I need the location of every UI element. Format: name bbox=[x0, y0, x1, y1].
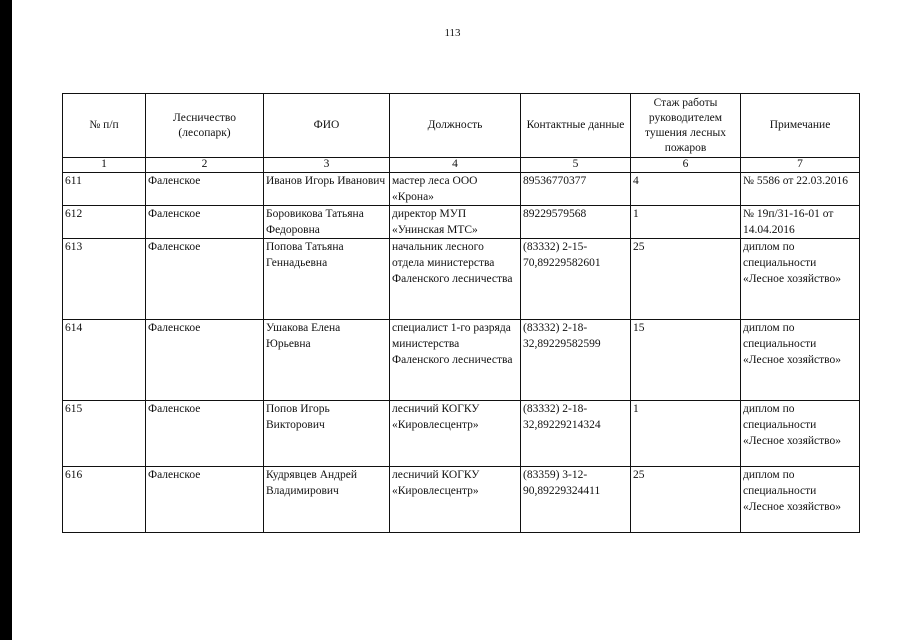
table-header-row bbox=[63, 94, 860, 158]
table-cell: 611 bbox=[63, 173, 146, 206]
table-cell: 4 bbox=[631, 173, 741, 206]
table-cell: № 5586 от 22.03.2016 bbox=[741, 173, 860, 206]
table-row bbox=[63, 467, 860, 533]
header-cell: Лесничество (лесопарк) bbox=[146, 94, 264, 158]
table-cell: диплом по специальности «Лесное хозяйство» bbox=[741, 401, 860, 467]
table-row bbox=[63, 320, 860, 401]
table-cell: диплом по специальности «Лесное хозяйство» bbox=[741, 467, 860, 533]
table-cell: 1 bbox=[631, 206, 741, 239]
table-row bbox=[63, 206, 860, 239]
table-cell: 25 bbox=[631, 239, 741, 320]
table-row bbox=[63, 401, 860, 467]
table-cell: Фаленское bbox=[146, 320, 264, 401]
table-cell: Фаленское bbox=[146, 239, 264, 320]
table-cell: (83332) 2-18-32,89229214324 bbox=[521, 401, 631, 467]
table-cell: 89229579568 bbox=[521, 206, 631, 239]
table-row bbox=[63, 173, 860, 206]
table-cell: Фаленское bbox=[146, 206, 264, 239]
table-cell: 616 bbox=[63, 467, 146, 533]
header-cell: Контактные данные bbox=[521, 94, 631, 158]
column-number-row bbox=[63, 158, 860, 173]
table-cell: 614 bbox=[63, 320, 146, 401]
table-cell: 1 bbox=[631, 401, 741, 467]
table-cell: лесничий КОГКУ «Кировлесцентр» bbox=[390, 401, 521, 467]
table-cell: (83332) 2-15-70,89229582601 bbox=[521, 239, 631, 320]
column-number: 7 bbox=[741, 158, 860, 173]
table-cell: Ушакова Елена Юрьевна bbox=[264, 320, 390, 401]
table-cell: Фаленское bbox=[146, 173, 264, 206]
column-number: 2 bbox=[146, 158, 264, 173]
column-number: 5 bbox=[521, 158, 631, 173]
column-number: 1 bbox=[63, 158, 146, 173]
table-cell: 612 bbox=[63, 206, 146, 239]
table-cell: 613 bbox=[63, 239, 146, 320]
table-cell: Фаленское bbox=[146, 467, 264, 533]
column-number: 3 bbox=[264, 158, 390, 173]
column-number: 6 bbox=[631, 158, 741, 173]
header-cell: Стаж работы руководителем тушения лесных пожаров bbox=[631, 94, 741, 158]
table-cell: Кудрявцев Андрей Владимирович bbox=[264, 467, 390, 533]
table-cell: 15 bbox=[631, 320, 741, 401]
header-cell: Должность bbox=[390, 94, 521, 158]
table-cell: № 19п/31-16-01 от 14.04.2016 bbox=[741, 206, 860, 239]
column-number: 4 bbox=[390, 158, 521, 173]
table-cell: начальник лесного отдела министерства Фаленского лесничества bbox=[390, 239, 521, 320]
table-cell: диплом по специальности «Лесное хозяйство» bbox=[741, 320, 860, 401]
table-cell: (83332) 2-18-32,89229582599 bbox=[521, 320, 631, 401]
header-cell: Примечание bbox=[741, 94, 860, 158]
table-cell: Фаленское bbox=[146, 401, 264, 467]
table-cell: 25 bbox=[631, 467, 741, 533]
table-cell: Боровикова Татьяна Федоровна bbox=[264, 206, 390, 239]
table-cell: 89536770377 bbox=[521, 173, 631, 206]
table-cell: лесничий КОГКУ «Кировлесцентр» bbox=[390, 467, 521, 533]
table-cell: диплом по специальности «Лесное хозяйство» bbox=[741, 239, 860, 320]
table-cell: (83359) 3-12-90,89229324411 bbox=[521, 467, 631, 533]
table-cell: 615 bbox=[63, 401, 146, 467]
table-cell: Попов Игорь Викторович bbox=[264, 401, 390, 467]
table-cell: директор МУП «Унинская МТС» bbox=[390, 206, 521, 239]
header-cell: № п/п bbox=[63, 94, 146, 158]
table-cell: Попова Татьяна Геннадьевна bbox=[264, 239, 390, 320]
table-cell: специалист 1-го разряда министерства Фаленского лесничества bbox=[390, 320, 521, 401]
table-cell: мастер леса ООО «Крона» bbox=[390, 173, 521, 206]
table-cell: Иванов Игорь Иванович bbox=[264, 173, 390, 206]
header-cell: ФИО bbox=[264, 94, 390, 158]
scan-edge-bar bbox=[0, 0, 12, 640]
table-row bbox=[63, 239, 860, 320]
forest-fire-managers-table bbox=[62, 93, 860, 533]
page-number: 113 bbox=[444, 27, 461, 39]
